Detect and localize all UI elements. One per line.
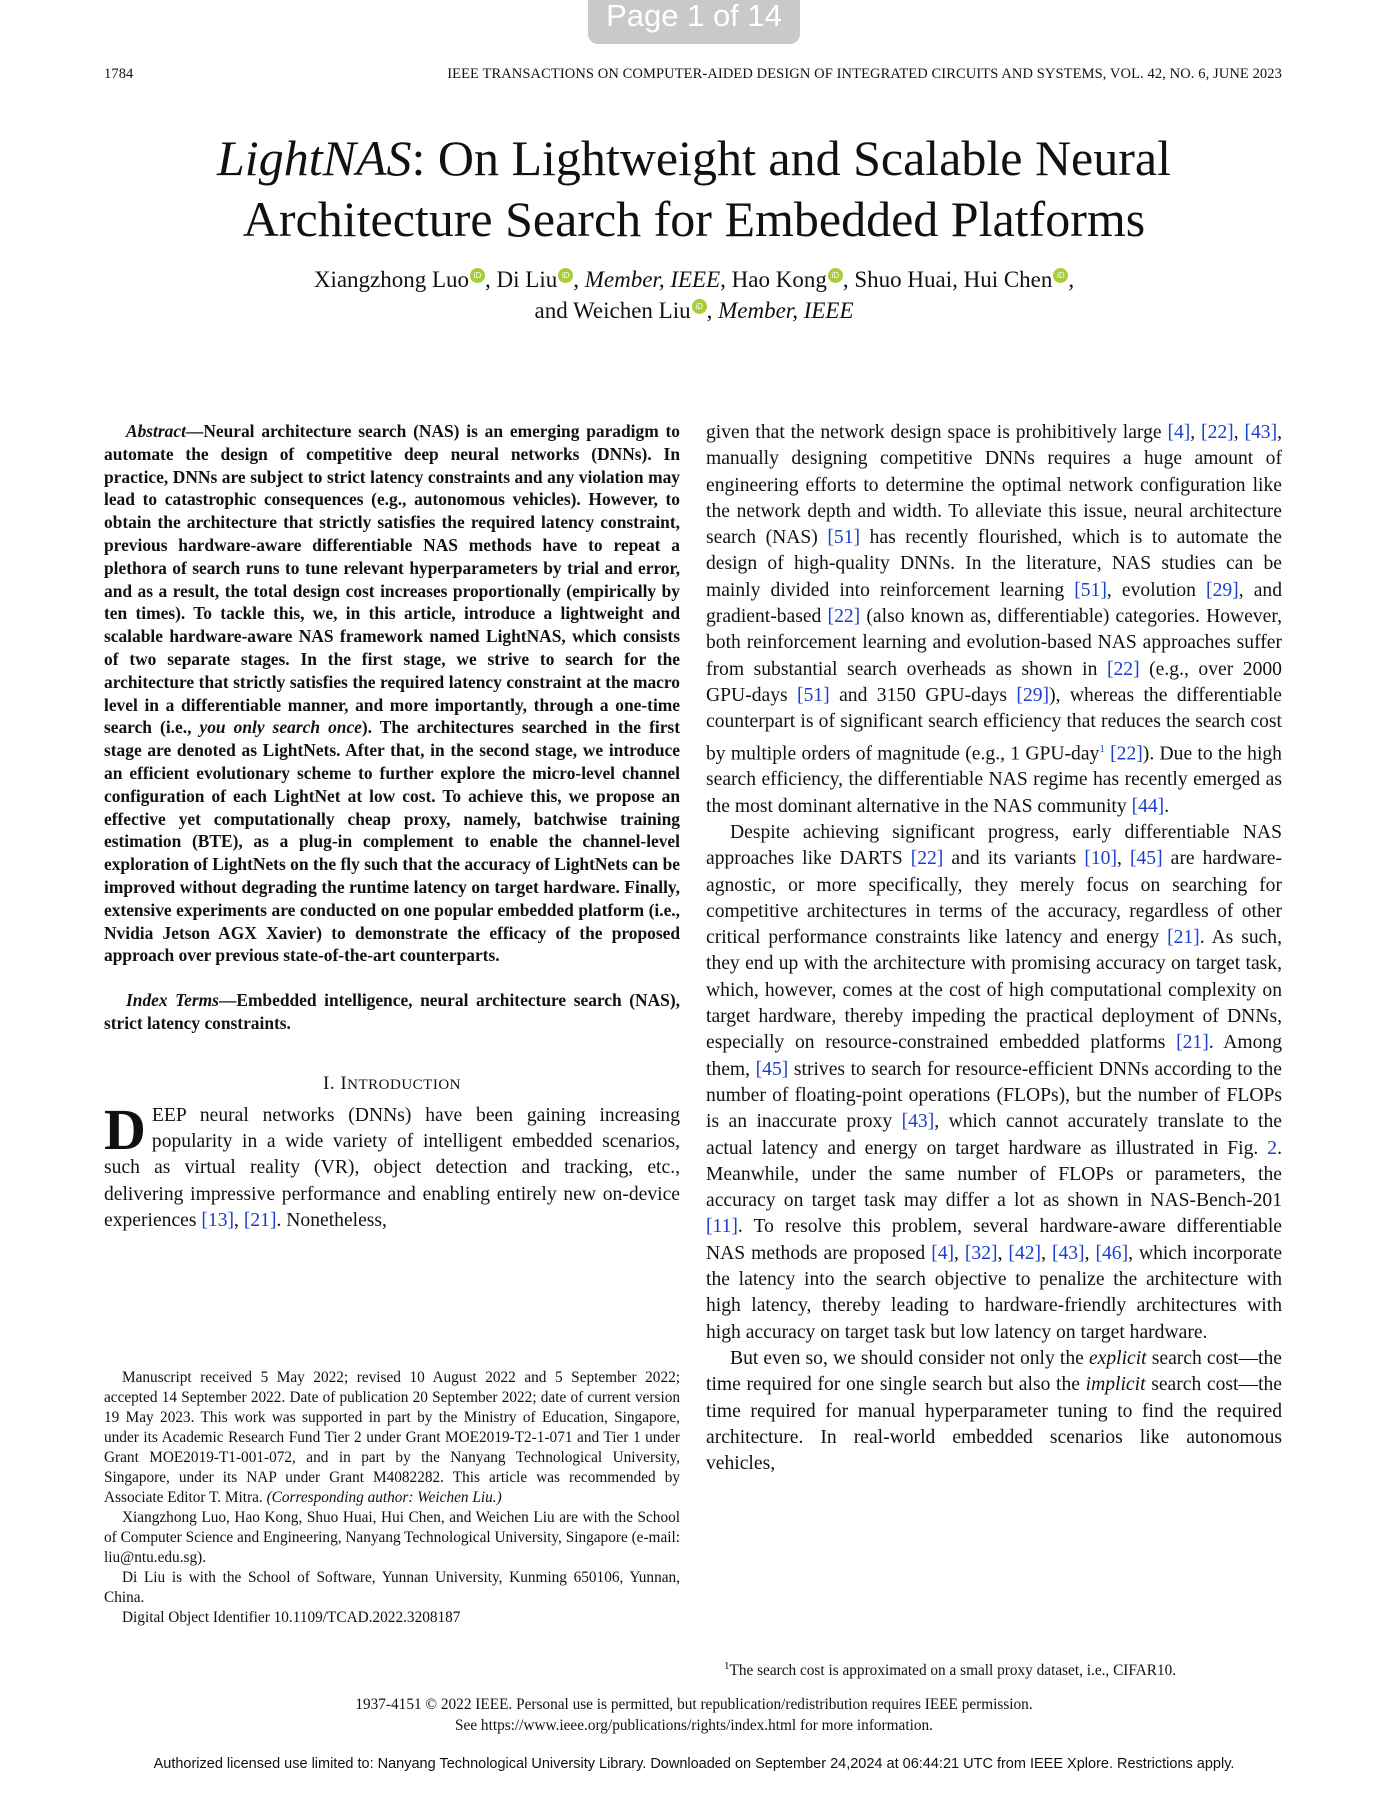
license-footer: Authorized licensed use limited to: Nanyang Technological University Library. Downloaded on September 24,2024 at 06:44:21 UTC from IEEE Xplore. Restrictions apply. bbox=[153, 1756, 1235, 1772]
citation-link[interactable]: [29] bbox=[1206, 579, 1239, 601]
index-terms-label: Index Terms bbox=[126, 990, 219, 1011]
left-footnotes bbox=[104, 1368, 680, 1628]
abstract-text: ). The architectures searched in the first stage are denoted as LightNets. After that, in the second stage, we introduce an efficient evolutionary scheme to further explore the micro-level channel configuration of each LightNet at low cost. To achieve this, we propose an effective yet computationally cheap proxy, namely, batchwise training estimation (BTE), as a plug-in complement to enable the channel-level exploration of LightNets on the fly such that the accuracy of LightNets can be improved without degrading the runtime latency on target hardware. Finally, extensive experiments are conducted on one popular embedded platform (i.e., Nvidia Jetson AGX Xavier) to demonstrate the efficacy of the proposed approach over previous state-of-the-art counterparts. bbox=[104, 717, 680, 966]
citation-link[interactable]: [22] bbox=[1201, 422, 1234, 443]
title-line2: Architecture Search for Embedded Platforms bbox=[242, 191, 1146, 247]
citation-link[interactable]: [22] bbox=[910, 848, 944, 870]
citation-link[interactable]: [11] bbox=[706, 1216, 738, 1238]
journal-header: IEEE TRANSACTIONS ON COMPUTER-AIDED DESIGN OF INTEGRATED CIRCUITS AND SYSTEMS, VOL. 42, NO. 6, JUNE 2023 bbox=[447, 66, 1282, 82]
author-membership: Member, IEEE bbox=[718, 298, 854, 323]
citation-link[interactable]: [45] bbox=[1129, 848, 1163, 870]
abstract-label: Abstract bbox=[126, 421, 186, 441]
footnote-text: The search cost is approximated on a small proxy dataset, i.e., CIFAR10. bbox=[729, 1662, 1177, 1680]
citation-link[interactable]: [22] bbox=[827, 606, 861, 628]
citation-link[interactable]: [43] bbox=[1051, 1242, 1085, 1264]
abstract-text: —Neural architecture search (NAS) is an emerging paradigm to automate the design of competitive deep neural networks (DNNs). In practice, DNNs are subject to strict latency constraints and any violation may lead to catastrophic consequences (e.g., autonomous vehicles). However, to obtain the architecture that strictly satisfies the required latency constraint, previous hardware-aware differentiable NAS methods have to repeat a plethora of search runs to tune relevant hyperparameters by trial and error, and as a result, the total design cost increases proportionally (empirically by ten times). To tackle this, we, in this article, introduce a lightweight and scalable hardware-aware NAS framework named LightNAS, which consists of two separate stages. In the first stage, we strive to search for the architecture that strictly satisfies the required latency constraint at the macro level in a differentiable manner, and more importantly, through a one-time search (i.e., bbox=[104, 421, 680, 738]
title-italic: LightNAS bbox=[217, 130, 412, 186]
citation-link[interactable]: [43] bbox=[1244, 422, 1278, 443]
author-name: Di Liu bbox=[496, 267, 558, 292]
copyright-notice bbox=[0, 1694, 1388, 1736]
affiliation-note: Di Liu is with the School of Software, Yunnan University, Kunming 650106, Yunnan, China. bbox=[104, 1569, 680, 1606]
index-terms-text: —Embedded intelligence, neural architecture search (NAS), strict latency constraints. bbox=[104, 990, 680, 1033]
footnote-link[interactable]: 1 bbox=[1099, 742, 1105, 755]
orcid-icon[interactable]: iD bbox=[558, 268, 573, 283]
figure-link[interactable]: 2 bbox=[1267, 1137, 1278, 1159]
paper-title bbox=[100, 128, 1288, 250]
right-footnote bbox=[706, 1656, 1282, 1681]
drop-cap: D bbox=[104, 1096, 146, 1162]
copyright-line: 1937-4151 © 2022 IEEE. Personal use is permitted, but republication/redistribution requires IEEE permission. bbox=[355, 1696, 1033, 1713]
citation-link[interactable]: [4] bbox=[931, 1242, 955, 1264]
orcid-icon[interactable]: iD bbox=[828, 268, 843, 283]
copyright-line: See https://www.ieee.org/publications/rights/index.html for more information. bbox=[455, 1717, 933, 1734]
abstract bbox=[104, 420, 680, 967]
author-name: Shuo Huai bbox=[854, 267, 953, 292]
author-name: and Weichen Liu bbox=[534, 298, 691, 323]
author-list: Xiangzhong Luo iD , Di Liu iD , Member, IEEE, Hao Kong iD , Shuo Huai, Hui Chen iD , and Weichen Liu iD , Member, IEEE bbox=[313, 267, 1075, 323]
citation-link[interactable]: [51] bbox=[827, 527, 861, 549]
footnote-mark: 1 bbox=[724, 1660, 730, 1672]
citation-link[interactable]: [43] bbox=[901, 1111, 935, 1133]
body-text: EEP neural networks (DNNs) have been gaining increasing popularity in a wide variety of intelligent embedded scenarios, such as virtual reality (VR), object detection and tracking, etc., delivering impressive performance and enabling entirely new on-device experiences bbox=[104, 1104, 680, 1231]
body-text: . Nonetheless, bbox=[276, 1209, 387, 1231]
citation-link[interactable]: [22] bbox=[1110, 743, 1143, 765]
citation-link[interactable]: [51] bbox=[797, 684, 830, 706]
orcid-icon[interactable]: iD bbox=[692, 299, 707, 314]
citation-link[interactable]: [13] bbox=[201, 1209, 235, 1231]
section-heading bbox=[104, 1073, 680, 1095]
intro-paragraph: DEEP neural networks (DNNs) have been gaining increasing popularity in a wide variety of intelligent embedded scenarios, such as virtual reality (VR), object detection and tracking, etc., delivering impressive performance and enabling entirely new on-device experiences [13], [21]. Nonetheless, bbox=[104, 1096, 680, 1231]
citation-link[interactable]: [32] bbox=[964, 1242, 998, 1264]
orcid-icon[interactable]: iD bbox=[470, 268, 485, 283]
author-membership: Member, IEEE bbox=[584, 267, 721, 292]
left-column bbox=[104, 420, 680, 1234]
page-number: 1784 bbox=[104, 66, 134, 82]
citation-link[interactable]: [46] bbox=[1095, 1242, 1129, 1264]
section-numeral: I. I bbox=[323, 1072, 348, 1094]
author-name: Hao Kong bbox=[731, 267, 827, 292]
title-line1: : On Lightweight and Scalable Neural bbox=[411, 130, 1171, 186]
orcid-icon[interactable]: iD bbox=[1053, 268, 1068, 283]
citation-link[interactable]: [21] bbox=[1167, 927, 1200, 949]
affiliation-note: Xiangzhong Luo, Hao Kong, Shuo Huai, Hui Chen, and Weichen Liu are with the School of Computer Science and Engineering, Nanyang Technological University, Singapore (e-mail: liu@ntu.edu.sg). bbox=[104, 1509, 680, 1566]
page-indicator: Page 1 of 14 bbox=[588, 0, 800, 44]
manuscript-note: Manuscript received 5 May 2022; revised 10 August 2022 and 5 September 2022; accepted 14 September 2022. Date of publication 20 September 2022; date of current version 19 May 2023. This work was supported in part by the Ministry of Education, Singapore, under its Academic Research Fund Tier 2 under Grant MOE2019-T2-1-071 and Tier 1 under Grant MOE2019-T1-001-072, and in part by the Nanyang Technological University, Singapore, under its NAP under Grant M4082282. This article was recommended by Associate Editor T. Mitra. (Corresponding author: Weichen Liu.) bbox=[104, 1369, 680, 1506]
section-title: NTRODUCTION bbox=[347, 1076, 461, 1093]
body-paragraph: given that the network design space is prohibitively large [4], [22], [43], manually designing competitive DNNs requires a huge amount of engineering efforts to determine the optimal network configuration like the network depth and width. To alleviate this issue, neural architecture search (NAS) [51] has recently flourished, which is to automate the design of high-quality DNNs. In the literature, NAS studies can be mainly divided into reinforcement learning [51], evolution [29], and gradient-based [22] (also known as, differentiable) categories. However, both reinforcement learning and evolution-based NAS approaches suffer from substantial search overheads as shown in [22] (e.g., over 2000 GPU-days [51] and 3150 GPU-days [29]), whereas the differentiable counterpart is of significant search efficiency that reduces the search cost by multiple orders of magnitude (e.g., 1 GPU-day$^1$ [22]). Due to the high search efficiency, the differentiable NAS regime has recently emerged as the most dominant alternative in the NAS community [44]. bbox=[706, 422, 1283, 817]
doi: Digital Object Identifier 10.1109/TCAD.2022.3208187 bbox=[122, 1609, 461, 1626]
abstract-emphasis: you only search once bbox=[199, 717, 362, 738]
author-name: Hui Chen bbox=[963, 267, 1053, 292]
citation-link[interactable]: [21] bbox=[243, 1209, 277, 1231]
citation-link[interactable]: [51] bbox=[1074, 579, 1107, 601]
citation-link[interactable]: [21] bbox=[1176, 1032, 1209, 1054]
citation-link[interactable]: [44] bbox=[1131, 795, 1165, 817]
citation-link[interactable]: [10] bbox=[1084, 848, 1117, 870]
citation-link[interactable]: [45] bbox=[755, 1058, 789, 1080]
citation-link[interactable]: [42] bbox=[1008, 1242, 1042, 1264]
body-paragraph: But even so, we should consider not only the explicit search cost—the time required for one single search but also the implicit search cost—the time required for manual hyperparameter tuning to find the required architecture. In real-world embedded scenarios like autonomous vehicles, bbox=[706, 1347, 1283, 1475]
citation-link[interactable]: [29] bbox=[1016, 684, 1050, 706]
index-terms bbox=[104, 989, 680, 1035]
citation-link[interactable]: [22] bbox=[1106, 658, 1140, 680]
right-column bbox=[706, 420, 1282, 1477]
corresponding-author: (Corresponding author: Weichen Liu.) bbox=[266, 1489, 502, 1506]
author-name: Xiangzhong Luo bbox=[313, 267, 470, 292]
body-paragraph: Despite achieving significant progress, early differentiable NAS approaches like DARTS [22] and its variants [10], [45] are hardware-agnostic, or more specifically, they merely focus on searching for competitive architectures in terms of the accuracy, regardless of other critical performance constraints like latency and energy [21]. As such, they end up with the architecture with promising accuracy on target task, which, however, comes at the cost of high computational complexity on target hardware, thereby impeding the practical deployment of DNNs, especially on resource-constrained embedded platforms [21]. Among them, [45] strives to search for resource-efficient DNNs according to the number of floating-point operations (FLOPs), but the number of FLOPs is an inaccurate proxy [43], which cannot accurately translate to the actual latency and energy on target hardware as illustrated in Fig. 2. Meanwhile, under the same number of FLOPs or parameters, the accuracy on target task may differ a lot as shown in NAS-Bench-201 [11]. To resolve this problem, several hardware-aware differentiable NAS methods are proposed [4], [32], [42], [43], [46], which incorporate the latency into the search objective to penalize the architecture with high latency, thereby leading to hardware-friendly architectures with high accuracy on target task but low latency on target hardware. bbox=[706, 821, 1283, 1343]
citation-link[interactable]: [4] bbox=[1167, 422, 1191, 443]
